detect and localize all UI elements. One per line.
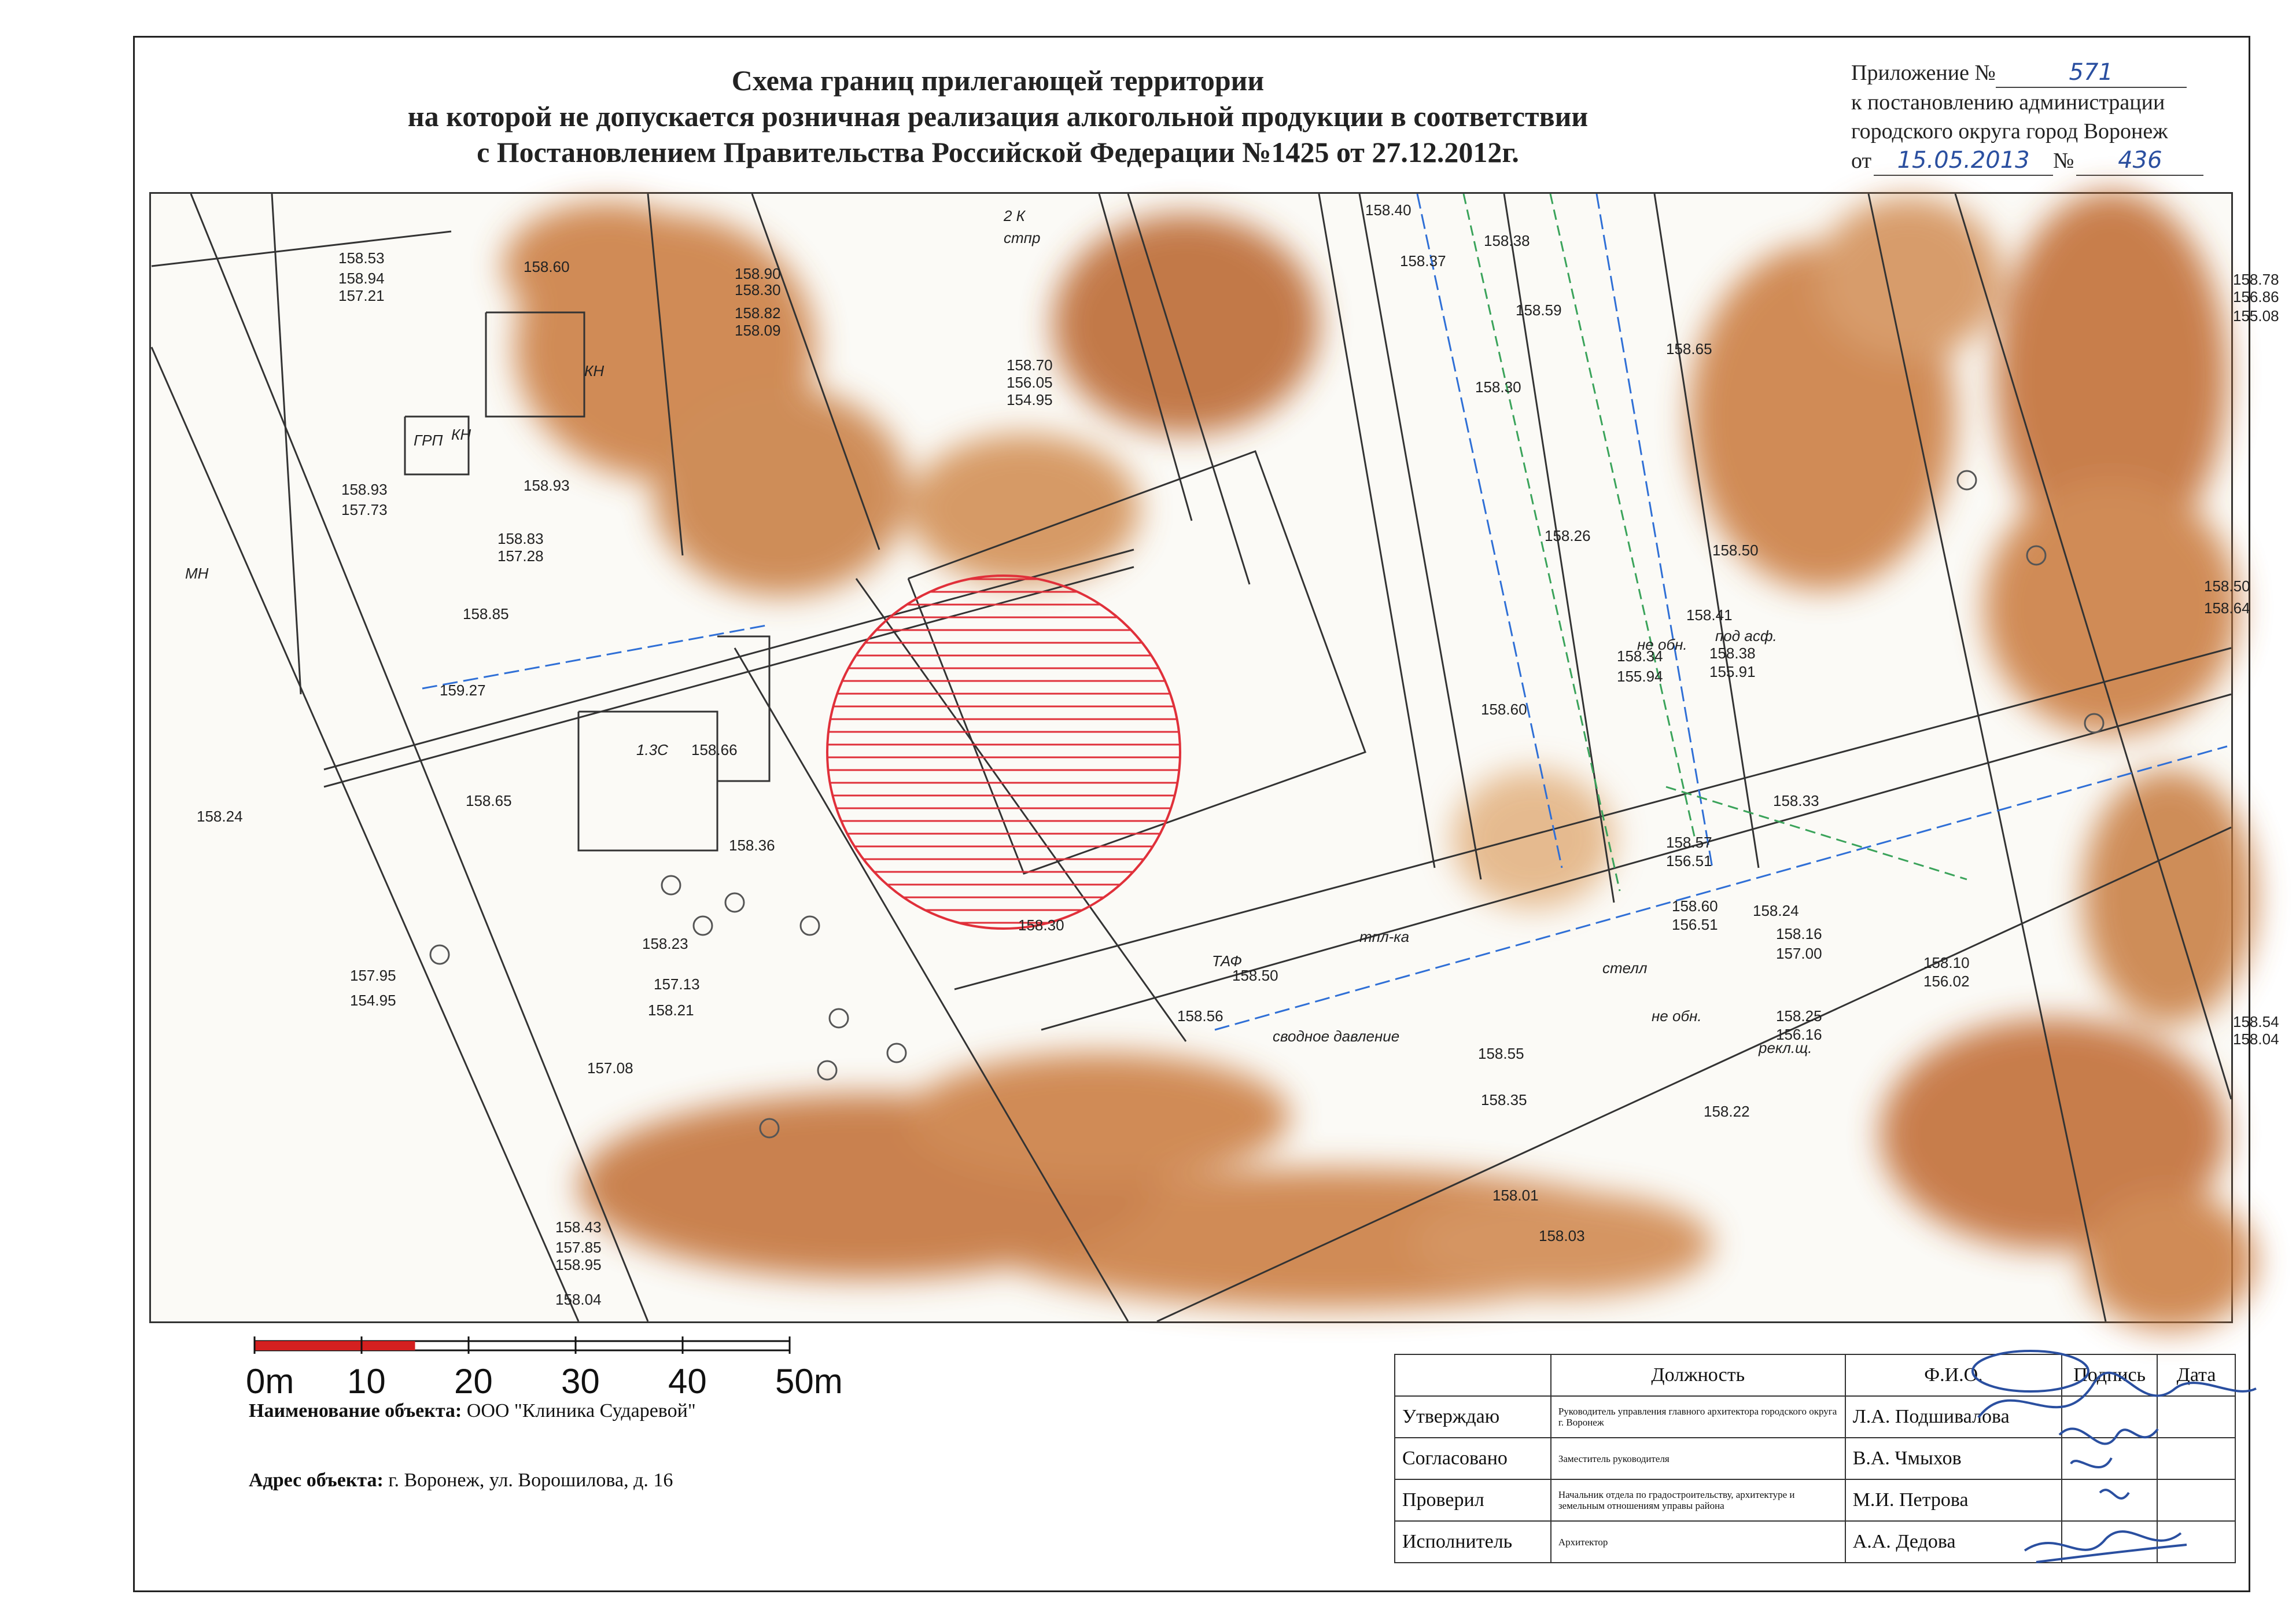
elevation-label: 158.21 [648,1001,694,1019]
elevation-label: 158.16 [1776,925,1822,942]
elevation-label: 158.70 [1007,356,1053,374]
approval-role: Согласовано [1395,1438,1551,1479]
scale-label: 50m [775,1362,843,1401]
map-annotation: рекл.щ. [1759,1039,1812,1056]
elevation-label: 156.05 [1007,374,1053,391]
title-line-2: на которой не допускается розничная реализация алкогольной продукции в соответствии [407,100,1589,132]
scale-label: 20 [454,1362,493,1401]
elevation-label: 157.13 [654,975,700,993]
elevation-label: 158.43 [555,1218,602,1236]
elevation-label: 158.60 [1672,897,1718,915]
elevation-label: 158.09 [735,322,781,339]
elevation-label: 158.33 [1773,792,1819,809]
elevation-label: 158.85 [463,605,509,623]
appendix-num-prefix: № [2053,149,2074,173]
elevation-label: 158.93 [524,477,570,494]
elevation-label: 158.04 [555,1291,602,1308]
scale-bar-red-segment [255,1341,415,1350]
map-annotation: под асф. [1715,627,1777,645]
approval-header: Должность [1551,1354,1845,1396]
scale-label: 10 [347,1362,386,1401]
appendix-block [1851,58,2233,176]
approval-header [1395,1354,1551,1396]
scale-label: 0m [246,1362,294,1401]
appendix-number: 571 [1996,58,2187,88]
elevation-label: 158.35 [1481,1091,1527,1109]
elevation-label: 155.91 [1709,663,1756,680]
elevation-label: 158.57 [1666,834,1712,851]
elevation-label: 156.02 [1923,973,1970,990]
elevation-label: 158.22 [1704,1103,1750,1120]
elevation-label: 158.01 [1492,1187,1539,1204]
resolution-date: 15.05.2013 [1874,146,2053,176]
elevation-label: 158.23 [642,935,688,952]
elevation-label: 158.30 [1475,378,1521,396]
elevation-label: 158.82 [735,304,781,322]
appendix-line-3: городского округа город Воронеж [1851,119,2168,143]
approval-position: Начальник отдела по градостроительству, архитектуре и земельным отношениям управы района [1551,1479,1845,1521]
approval-name: В.А. Чмыхов [1845,1438,2062,1479]
approval-position: Архитектор [1551,1521,1845,1563]
approval-role: Проверил [1395,1479,1551,1521]
elevation-label: 158.83 [497,530,544,547]
object-name-line [249,1400,696,1422]
elevation-label: 157.00 [1776,945,1822,962]
appendix-from-prefix: от [1851,149,1872,173]
elevation-label: 158.04 [2233,1030,2279,1048]
title-line-3: с Постановлением Правительства Российской Федерации №1425 от 27.12.2012г. [477,136,1519,168]
elevation-label: 158.50 [1712,542,1759,559]
elevation-label: 158.38 [1709,645,1756,662]
handwritten-signatures [1967,1348,2268,1603]
elevation-label: 158.94 [338,270,385,287]
elevation-label: 158.10 [1923,954,1970,971]
elevation-label: 158.78 [2233,271,2279,288]
restricted-zone [827,576,1180,929]
elevation-label: 158.64 [2204,599,2250,617]
map-annotation: тпл-ка [1359,928,1410,945]
elevation-label: 158.55 [1478,1045,1524,1062]
elevation-label: 155.08 [2233,307,2279,325]
elevation-label: 158.30 [735,281,781,299]
elevation-label: 158.50 [2204,577,2250,595]
elevation-label: 158.95 [555,1256,602,1273]
elevation-label: 158.65 [466,792,512,809]
map-annotation: КН [584,362,605,380]
elevation-label: 159.27 [440,682,486,699]
elevation-label: 158.54 [2233,1013,2279,1030]
elevation-label: 155.94 [1617,668,1663,685]
map-annotation: МН [185,565,209,582]
object-name-value: ООО "Клиника Сударевой" [466,1400,696,1422]
object-address-value: г. Воронеж, ул. Ворошилова, д. 16 [388,1470,673,1491]
scale-label: 40 [668,1362,707,1401]
map-annotation: КН [451,426,471,443]
elevation-label: 158.26 [1545,527,1591,544]
elevation-label: 157.21 [338,287,385,304]
elevation-label: 158.53 [338,249,385,267]
elevation-label: 157.95 [350,967,396,984]
elevation-label: 158.60 [1481,701,1527,718]
elevation-label: 158.03 [1539,1227,1585,1244]
elevation-label: 158.34 [1617,647,1663,665]
map-annotation: 2 К [1004,207,1026,224]
map-annotation: стпр [1004,229,1041,246]
drawing-title [324,62,1672,170]
elevation-label: 157.73 [341,501,388,518]
elevation-label: 158.30 [1018,916,1064,934]
appendix-prefix: Приложение № [1851,61,1996,85]
elevation-label: 158.93 [341,481,388,498]
approval-header: Дата [2157,1354,2235,1396]
elevation-label: 157.28 [497,547,544,565]
elevation-label: 158.56 [1177,1007,1223,1025]
elevation-label: 158.90 [735,265,781,282]
elevation-label: 154.95 [1007,391,1053,408]
map-annotation: ГРП [414,432,443,449]
map-annotation: сводное давление [1273,1028,1400,1045]
resolution-number: 436 [2076,146,2203,176]
approval-name: А.А. Дедова [1845,1521,2062,1563]
elevation-label: 158.66 [691,741,738,758]
elevation-label: 158.40 [1365,201,1411,219]
map-annotation: 1.3С [636,741,668,758]
elevation-label: 156.51 [1672,916,1718,933]
map-annotation: не обн. [1637,636,1687,653]
approval-position: Заместитель руководителя [1551,1438,1845,1479]
elevation-label: 158.60 [524,258,570,275]
site-map [149,192,2279,1323]
approval-name: М.И. Петрова [1845,1479,2062,1521]
map-annotation: стелл [1602,959,1648,977]
object-name-label: Наименование объекта: [249,1400,462,1422]
elevation-label: 158.37 [1400,252,1446,270]
elevation-label: 158.41 [1686,606,1733,624]
elevation-label: 158.50 [1232,967,1278,984]
elevation-label: 158.59 [1516,301,1562,319]
map-annotation: ТАФ [1212,952,1242,970]
approval-role: Утверждаю [1395,1396,1551,1438]
elevation-label: 156.86 [2233,288,2279,305]
elevation-label: 158.25 [1776,1007,1822,1025]
object-address-line [249,1470,673,1492]
approval-position: Руководитель управления главного архитектора городского округа г. Воронеж [1551,1396,1845,1438]
elevation-label: 156.51 [1666,852,1712,870]
approval-header: Подпись [2062,1354,2157,1396]
elevation-label: 158.38 [1484,232,1530,249]
map-annotation: не обн. [1652,1007,1702,1025]
elevation-label: 158.36 [729,837,775,854]
title-line-1: Схема границ прилегающей территории [731,64,1265,97]
scale-label: 30 [561,1362,600,1401]
approval-name: Л.А. Подшивалова [1845,1396,2062,1438]
elevation-label: 154.95 [350,992,396,1009]
approval-header: Ф.И.О. [1845,1354,2062,1396]
approval-role: Исполнитель [1395,1521,1551,1563]
elevation-label: 156.16 [1776,1026,1822,1043]
appendix-line-2: к постановлению администрации [1851,90,2165,115]
object-address-label: Адрес объекта: [249,1470,384,1491]
elevation-label: 157.85 [555,1239,602,1256]
elevation-label: 158.24 [197,808,243,825]
elevation-label: 157.08 [587,1059,633,1077]
elevation-label: 158.65 [1666,340,1712,358]
elevation-label: 158.24 [1753,902,1799,919]
